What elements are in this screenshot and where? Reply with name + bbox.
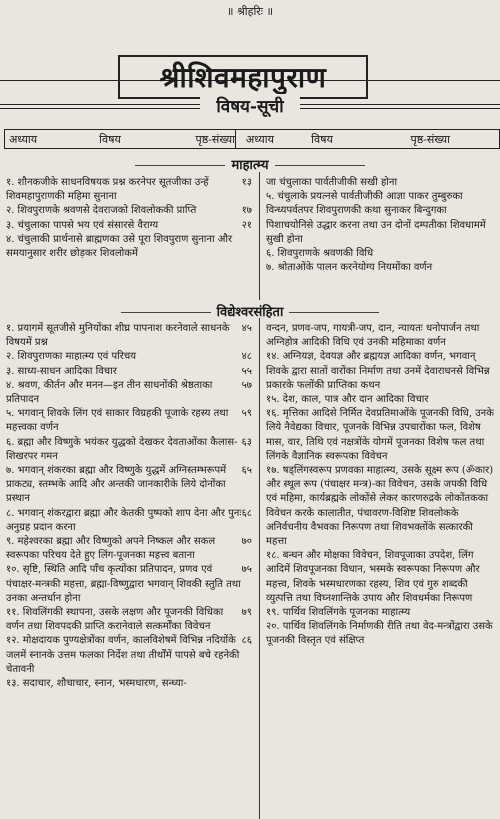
list-item: १७. षड्लिंगस्वरूप प्रणवका माहात्म्य, उसके सूक्ष्म रूप (ॐकार) और स्थूल रूप (पंचाक्षर मन्त्र)-का विवेचन, उसके जपकी विधि एवं महिमा, कार्यब्रह्मके लोकोंसे लेकर कारणरुद्रके लोकोंतकका विवेचन करके कालातीत, पंचावरण-विशिष्ट शिवलोकके अनिर्वचनीय वैभवका निरूपण तथा शिवभक्तोंके सत्कारकी महत्ता (266, 465, 494, 548)
list-item: २१ ३. चंचुलाका पापसे भय एवं संसारसे वैराग्य (6, 219, 252, 231)
list-item: ४५ १. प्रयागमें सूतजीसे मुनियोंका शीघ्र पापनाश करनेवाले साधनके विषयमें प्रश्न (6, 323, 252, 349)
toc-subtitle: विषय-सूची (200, 94, 300, 116)
section1-left-column (6, 176, 252, 261)
invocation-line: ॥ श्रीहरिः ॥ (226, 5, 274, 18)
header-chapter-right: अध्याय (235, 130, 274, 148)
list-item: १९. पार्थिव शिवलिंगके पूजनका माहात्म्य (266, 607, 411, 619)
list-item: ५९ ५. भगवान् शिवके लिंग एवं साकार विग्रहकी पूजाके रहस्य तथा महत्त्वका वर्णन (6, 408, 252, 434)
list-item: १४. अग्नियज्ञ, देवयज्ञ और ब्रह्मयज्ञ आदिका वर्णन, भगवान् शिवके द्वारा सातों वारोंका निर्माण तथा उनमें देवाराधनसे विभिन्न प्रकारके फलोंकी प्राप्तिका कथन (266, 351, 490, 391)
header-page-left: पृष्ठ-संख्या (195, 132, 235, 146)
list-item: ६५ ७. भगवान् शंकरका ब्रह्मा और विष्णुके युद्धमें अग्निस्तम्भरूपमें प्राकट्य, स्तम्भके आदि और अन्तकी जानकारीके लिये दोनोंका प्रस्थान (6, 465, 252, 505)
section-heading-mahatmya: माहात्म्य (0, 155, 500, 173)
list-item: ५५ ३. साध्य-साधन आदिका विचार (6, 365, 252, 377)
list-item: १८. बन्धन और मोक्षका विवेचन, शिवपूजाका उपदेश, लिंग आदिमें शिवपूजनका विधान, भस्मके स्वरूपका निरूपण और महत्त्व, शिवके भस्मधारणका रहस्य, शिव एवं गुरु शब्दकी व्युत्पत्ति तथा विघ्नशान्तिके उपाय और शिवधर्मका निरूपण (266, 550, 480, 604)
column-divider-2 (259, 318, 260, 819)
list-item: १७ २. शिवपुराणके श्रवणसे देवराजको शिवलोककी प्राप्ति (6, 205, 252, 217)
list-item: ६८ ८. भगवान् शंकरद्वारा ब्रह्मा और केतकी पुष्पको शाप देना और पुनः अनुग्रह प्रदान करना (6, 507, 252, 533)
column-divider-1 (259, 172, 260, 300)
list-item: १३ १. शौनकजीके साधनविषयक प्रश्न करनेपर सूतजीका उन्हें शिवमहापुराणकी महिमा सुनाना (6, 177, 252, 203)
list-item: १६. मृत्तिका आदिसे निर्मित देवप्रतिमाओंके पूजनकी विधि, उनके लिये नैवेद्यका विचार, पूजनके विभिन्न उपचारोंका फल, विशेष मास, वार, तिथि एवं नक्षत्रोंके योगमें पूजनका विशेष फल तथा लिंगके वैज्ञानिक स्वरूपका विवेचन (266, 408, 494, 462)
book-title: श्रीशिवमहापुराण (118, 55, 368, 99)
list-item: ५७ ४. श्रवण, कीर्तन और मनन—इन तीन साधनोंकी श्रेष्ठताका प्रतिपादन (6, 379, 252, 406)
list-item: ७९ ११. शिवलिंगकी स्थापना, उसके लक्षण और पूजनकी विधिका वर्णन तथा शिवपदकी प्राप्ति करानेवाले सत्कर्मोंका विवेचन (6, 607, 252, 633)
header-chapter-left: अध्याय (9, 132, 38, 146)
list-item: ७० ९. महेश्वरका ब्रह्मा और विष्णुको अपने निष्कल और सकल स्वरूपका परिचय देते हुए लिंग-पूजनका महत्त्व बताना (6, 536, 252, 562)
section1-right-column (266, 176, 496, 275)
header-subject-right: विषय (311, 132, 333, 146)
list-item: ७५ १०. सृष्टि, स्थिति आदि पाँच कृत्योंका प्रतिपादन, प्रणव एवं पंचाक्षर-मन्त्रकी महत्ता, ब्रह्मा-विष्णुद्वारा भगवान् शिवकी स्तुति तथा उनका अन्तर्धान होना (6, 564, 252, 604)
list-item: १३. सदाचार, शौचाचार, स्नान, भस्मधारण, सन्ध्या- (6, 678, 187, 690)
list-item: ४८ २. शिवपुराणका माहात्म्य एवं परिचय (6, 351, 252, 363)
list-item: १५. देश, काल, पात्र और दान आदिका विचार (266, 394, 429, 406)
list-item: २०. पार्थिव शिवलिंगके निर्माणकी रीति तथा वेद-मन्त्रोंद्वारा उसके पूजनकी विस्तृत एवं संक्षिप्त (266, 621, 493, 647)
list-item: ६३ ६. ब्रह्मा और विष्णुके भयंकर युद्धको देखकर देवताओंका कैलास-शिखरपर गमन (6, 436, 252, 462)
header-page-right: पृष्ठ-संख्या (410, 132, 450, 146)
list-item: ५. चंचुलाके प्रयत्नसे पार्वतीजीकी आज्ञा पाकर तुम्बुरुका विन्ध्यपर्वतपर शिवपुराणकी कथा सुनाकर बिन्दुगका पिशाचयोनिसे उद्धार करना तथा उन दोनों दम्पतीका शिवधाममें सुखी होना (266, 191, 486, 245)
list-item: जा चंचुलाका पार्वतीजीकी सखी होना (266, 177, 398, 188)
list-item: वन्दन, प्रणव-जप, गायत्री-जप, दान, न्यायतः धनोपार्जन तथा अग्निहोत्र आदिकी विधि एवं उनकी महिमाका वर्णन (266, 323, 480, 349)
list-item: ७. श्रोताओंके पालन करनेयोग्य नियमोंका वर्णन (266, 262, 433, 274)
section2-left-column (6, 322, 252, 691)
list-item: ४. चंचुलाकी प्रार्थनासे ब्राह्मणका उसे पूरा शिवपुराण सुनाना और समयानुसार शरीर छोड़कर शिवलोकमें (6, 233, 233, 260)
table-header (4, 129, 500, 149)
section-heading-vidyeshvara: विद्येश्वरसंहिता (0, 302, 500, 320)
list-item: ६. शिवपुराणके श्रवणकी विधि (266, 248, 374, 260)
section2-right-column (266, 322, 496, 649)
header-subject-left: विषय (99, 132, 121, 146)
list-item: ८६ १२. मोक्षदायक पुण्यक्षेत्रोंका वर्णन, कालविशेषमें विभिन्न नदियोंके जलमें स्नानके उत्तम फलका निर्देश तथा तीर्थोंमें पापसे बचे रहनेकी चेतावनी (6, 635, 252, 675)
